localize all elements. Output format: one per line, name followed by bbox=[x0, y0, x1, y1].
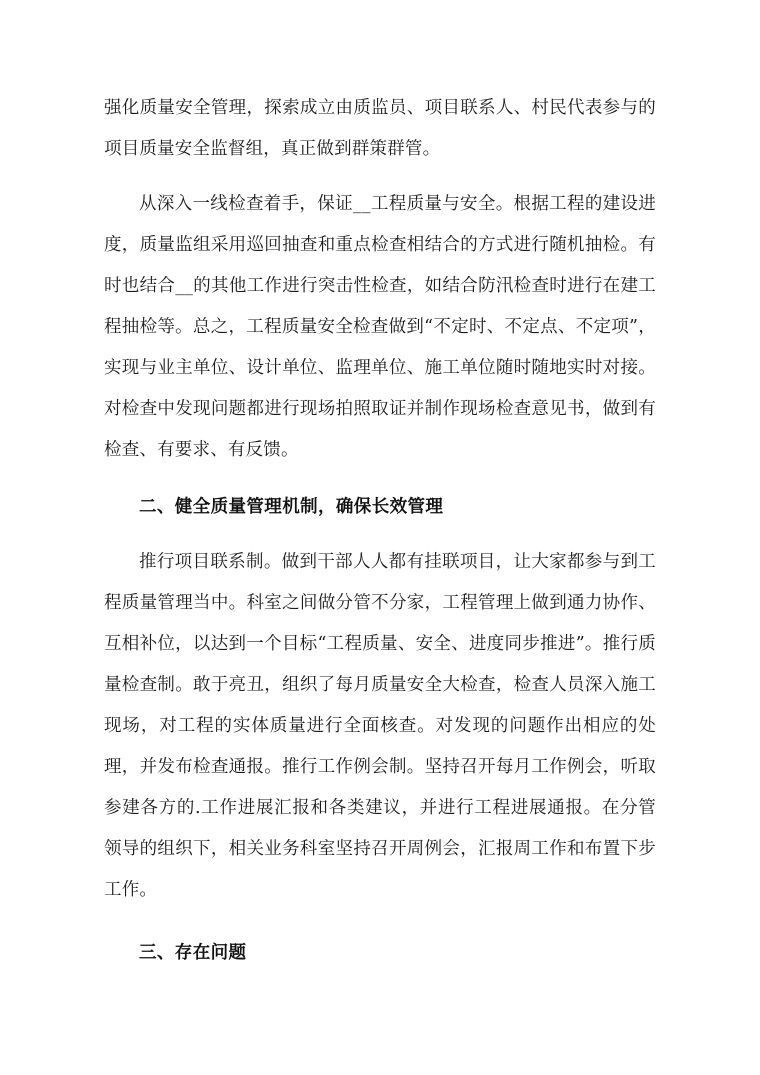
paragraph-inspection: 从深入一线检查着手，保证__工程质量与安全。根据工程的建设进度，质量监组采用巡回抽查和重点检查相结合的方式进行随机抽检。有时也结合__的其他工作进行突击性检查，如结合防汛检查时进行在建工程抽检等。总之，工程质量安全检查做到“不定时、不定点、不定项”，实现与业主单位、设计单位、监理单位、施工单位随时随地实时对接。对检查中发现问题都进行现场拍照取证并制作现场检查意见书，做到有检查、有要求、有反馈。 bbox=[104, 194, 656, 460]
paragraph-spacer bbox=[104, 170, 656, 184]
section-heading-two: 二、健全质量管理机制，确保长效管理 bbox=[139, 497, 444, 517]
heading-three-spacer bbox=[104, 911, 656, 933]
heading-spacer-top bbox=[104, 471, 656, 487]
heading-spacer-bottom bbox=[104, 528, 656, 542]
paragraph-mechanism: 推行项目联系制。做到干部人人都有挂联项目，让大家都参与到工程质量管理当中。科室之间做分管不分家，工程管理上做到通力协作、互相补位，以达到一个目标“工程质量、安全、进度同步推进”。推行质量检查制。敢于亮丑，组织了每月质量安全大检查，检查人员深入施工现场，对工程的实体质量进行全面核查。对发现的问题作出相应的处理，并发布检查通报。推行工作例会制。坚持召开每月工作例会，听取参建各方的.工作进展汇报和各类建议，并进行工程进展通报。在分管领导的组织下，相关业务科室坚持召开周例会，汇报周工作和布置下步工作。 bbox=[104, 552, 656, 900]
section-heading-three: 三、存在问题 bbox=[139, 943, 247, 963]
paragraph-continuation: 强化质量安全管理，探索成立由质监员、项目联系人、村民代表参与的项目质量安全监督组，真正做到群策群管。 bbox=[104, 98, 656, 159]
document-body bbox=[104, 88, 656, 974]
